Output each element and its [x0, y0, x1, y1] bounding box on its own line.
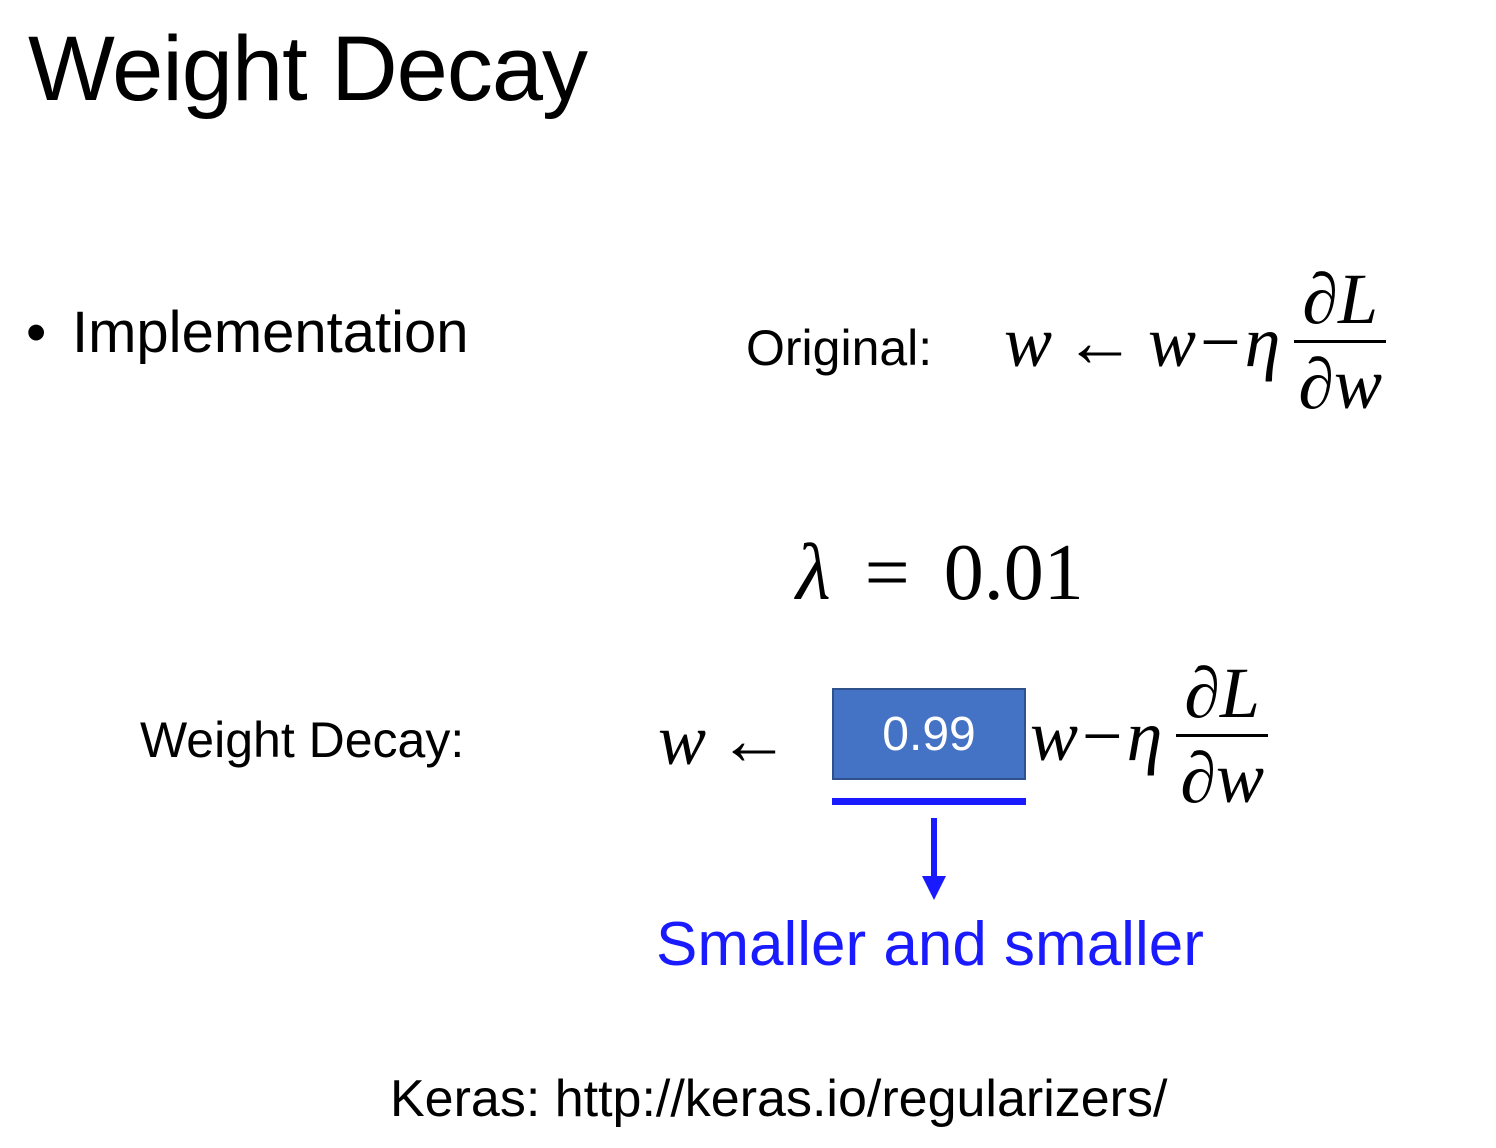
bullet-text: Implementation — [72, 300, 469, 365]
down-arrow-shaft — [931, 818, 937, 878]
original-eta: η — [1244, 301, 1281, 382]
decay-frac-numerator: ∂L — [1184, 653, 1260, 733]
decay-equation-right — [1030, 653, 1268, 818]
keras-reference: Keras: http://keras.io/regularizers/ — [390, 1070, 1168, 1128]
original-label: Original: — [746, 320, 933, 376]
lambda-equals: = — [864, 529, 910, 617]
original-fraction — [1294, 259, 1386, 424]
bullet-implementation — [26, 298, 469, 368]
original-frac-bar — [1294, 340, 1386, 343]
decay-minus: − — [1082, 695, 1123, 776]
decay-equation-left — [658, 700, 790, 780]
decay-eta: η — [1126, 695, 1163, 776]
lambda-equation — [796, 528, 1084, 618]
smaller-annotation: Smaller and smaller — [656, 910, 1204, 979]
original-frac-numerator: ∂L — [1302, 259, 1378, 339]
original-arrow: ← — [1064, 301, 1137, 382]
original-minus: − — [1200, 301, 1241, 382]
decay-arrow: ← — [718, 700, 791, 780]
slide-title: Weight Decay — [28, 18, 588, 120]
original-equation — [1004, 259, 1386, 424]
lambda-symbol: λ — [796, 529, 831, 617]
original-lhs-w: w — [1004, 301, 1053, 382]
decay-factor-box: 0.99 — [832, 688, 1026, 780]
bullet-dot: • — [26, 300, 47, 365]
down-arrow-icon — [922, 876, 946, 900]
decay-frac-bar — [1176, 734, 1268, 737]
decay-fraction — [1176, 653, 1268, 818]
original-rhs-w: w — [1148, 301, 1197, 382]
original-frac-denominator: ∂w — [1298, 344, 1382, 424]
factor-underline — [832, 798, 1026, 805]
decay-rhs-w: w — [1030, 695, 1079, 776]
lambda-value: 0.01 — [943, 529, 1084, 617]
decay-lhs-w: w — [658, 700, 707, 780]
weight-decay-label: Weight Decay: — [140, 712, 465, 768]
decay-frac-denominator: ∂w — [1180, 738, 1264, 818]
